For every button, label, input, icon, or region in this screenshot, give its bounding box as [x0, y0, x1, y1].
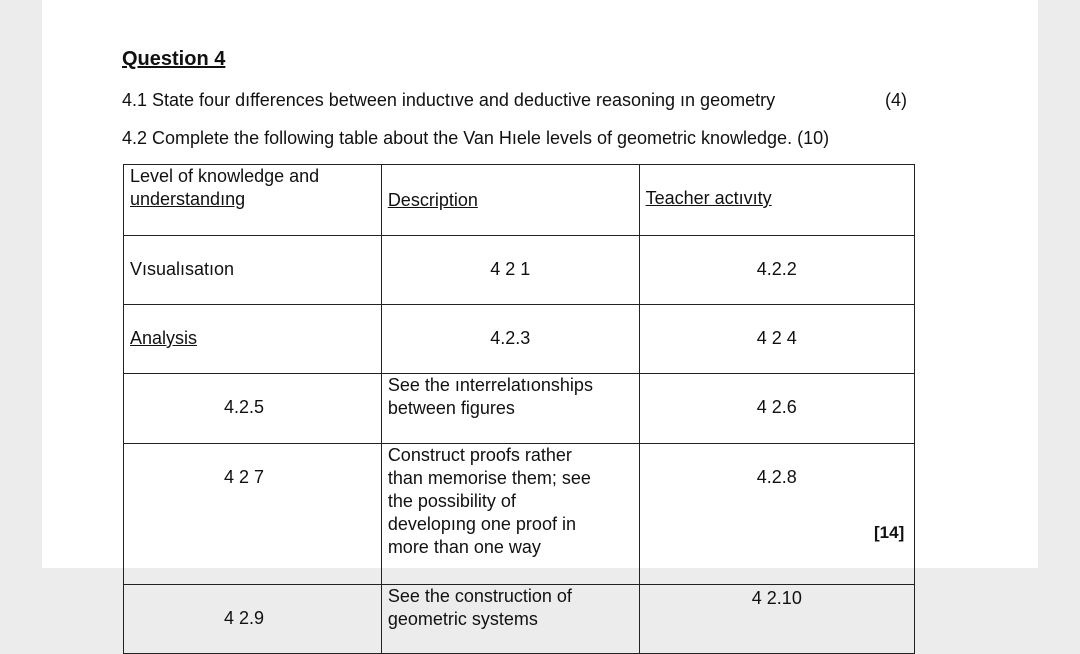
table-row — [124, 236, 915, 305]
question-4-1-marks: (4) — [885, 90, 907, 110]
cell-level: 4 2.9 — [124, 585, 382, 654]
cell-teacher: 4 2 4 — [639, 305, 914, 374]
question-4-1-text: 4.1 State four dıfferences between inductıve and deductive reasoning ın geometry — [122, 90, 776, 110]
question-4-2-text: 4.2 Complete the following table about the Van Hıele levels of geometric knowledge. (10) — [122, 128, 830, 148]
header-description: Description — [381, 165, 639, 236]
cell-description: See the construction of geometric systems — [381, 585, 639, 654]
header-level — [124, 165, 382, 236]
table-header-row — [124, 165, 915, 236]
cell-level: Analysis — [124, 305, 382, 374]
van-hiele-table — [123, 164, 915, 654]
total-marks: [14] — [874, 523, 905, 542]
cell-description: 4 2 1 — [381, 236, 639, 305]
cell-description: Construct proofs rather than memorise them; see the possibility of developıng one proof in more than one way — [381, 444, 639, 585]
table-row — [124, 585, 915, 654]
cell-level: Vısualısatıon — [124, 236, 382, 305]
cell-teacher: 4 2.6 — [639, 374, 914, 444]
table-row — [124, 305, 915, 374]
table-row — [124, 374, 915, 444]
cell-level: 4.2.5 — [124, 374, 382, 444]
cell-teacher: 4.2.2 — [639, 236, 914, 305]
header-level-line1: Level of knowledge and — [130, 166, 320, 186]
document-page — [42, 0, 1038, 629]
cell-description: See the ınterrelatıonships between figures — [381, 374, 639, 444]
header-level-line2: understandıng — [130, 189, 246, 209]
cell-description: 4.2.3 — [381, 305, 639, 374]
question-heading: Question 4 — [122, 48, 226, 70]
cell-level: 4 2 7 — [124, 444, 382, 585]
cell-teacher: 4.2.8 — [639, 444, 914, 585]
cell-teacher: 4 2.10 — [639, 585, 914, 654]
header-teacher: Teacher actıvıty — [639, 165, 914, 236]
table-row — [124, 444, 915, 585]
